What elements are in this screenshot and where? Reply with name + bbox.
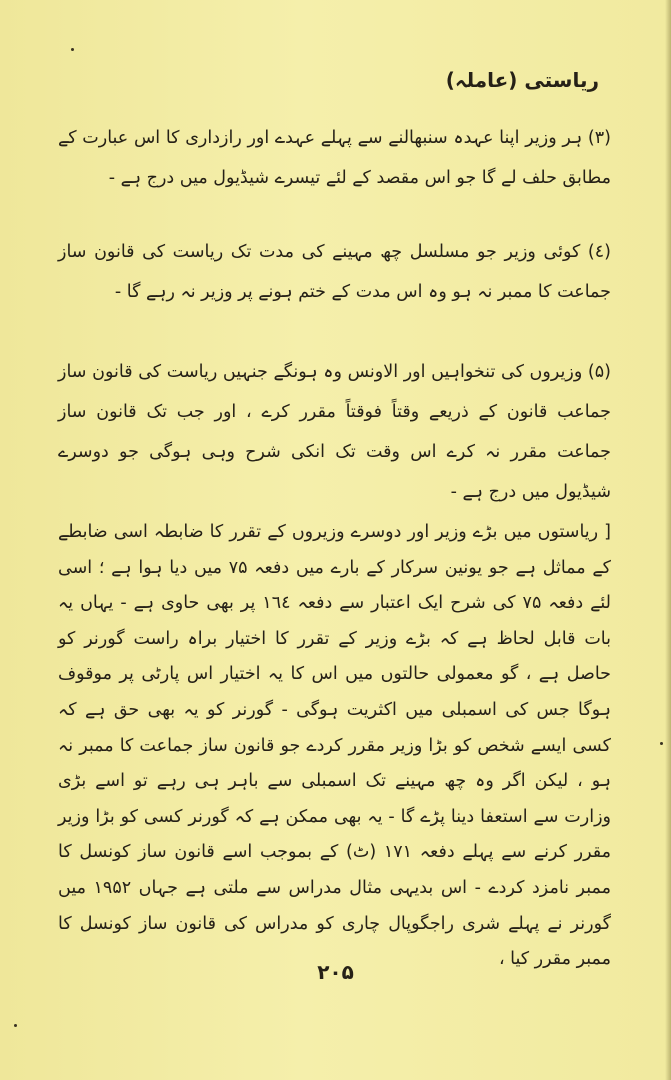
page-edge-shadow <box>665 0 671 1080</box>
paragraph-text: [ ریاستوں میں بڑے وزیر اور دوسرے وزیروں کے تقرر کا ضابطہ اسی ضابطے کے مماثل ہے جو یونین سرکار کے بارے میں دفعہ ۷۵ میں دیا ہوا ہے ؛ اسی لئے دفعہ ۷۵ کی شرح ایک اعتبار سے دفعہ ١٦٤ پر بھی حاوی ہے - یہاں یہ بات قابل لحاظ ہے کہ بڑے وزیر کے تقرر کا اختیار براہ راست گورنر کو حاصل ہے ، گو معمولی حالتوں میں اس کا یہ اختیار اس پارٹی پر موقوف ہوگا جس کی اسمبلی میں اکثریت ہوگی - گورنر کو یہ بھی حق ہے کہ کسی ایسے شخص کو بڑا وزیر مقرر کردے جو قانون ساز جماعت کا ممبر نہ ہو ، لیکن اگر وہ چھ مہینے تک اسمبلی سے باہر ہی رہے تو اسے بڑی وزارت سے استعفا دینا پڑے گا - یہ بھی ممکن ہے کہ گورنر کسی کو بڑا وزیر مقرر کرنے سے پہلے دفعہ ۱۷۱ (ٹ) کے بموجب اسے قانون ساز کونسل کا ممبر نامزد کردے - اس بدیہی مثال مدراس سے ملتی ہے جہاں ۱۹۵۲ میں گورنر نے پہلے شری راجگوپال چاری کو مدراس کی قانون ساز کونسل کا ممبر مقرر کیا ، <box>58 522 612 970</box>
paragraph-text: (٤) کوئی وزیر جو مسلسل چھ مہینے کی مدت تک ریاست کی قانون ساز جماعت کا ممبر نہ ہو وہ اس مدت کے ختم ہونے پر وزیر نہ رہے گا - <box>58 242 611 302</box>
page-number: ۲۰۵ <box>317 960 354 984</box>
speck <box>14 1024 17 1027</box>
commentary-paragraph <box>58 515 611 978</box>
clause-4-paragraph <box>58 232 611 312</box>
running-header: ریاستی (عاملہ) <box>445 68 599 92</box>
clause-3-paragraph <box>58 118 611 198</box>
paragraph-text: (۵) وزیروں کی تنخواہیں اور الاونس وہ ہونگے جنہیں ریاست کی قانون ساز جماعب قانون کے ذریعے وقتاً فوقتاً مقرر کرے ، اور جب تک قانون ساز جماعت مقرر نہ کرے اس وقت تک انکی شرح وہی ہوگی جو دوسرے شیڈیول میں درج ہے - <box>58 362 611 502</box>
clause-5-paragraph <box>58 352 611 512</box>
speck <box>660 742 663 745</box>
paragraph-text: (۳) ہر وزیر اپنا عہدہ سنبھالنے سے پہلے عہدے اور رازداری کا اس عبارت کے مطابق حلف لے گا جو اس مقصد کے لئے تیسرے شیڈیول میں درج ہے - <box>58 128 611 188</box>
speck <box>71 48 74 51</box>
